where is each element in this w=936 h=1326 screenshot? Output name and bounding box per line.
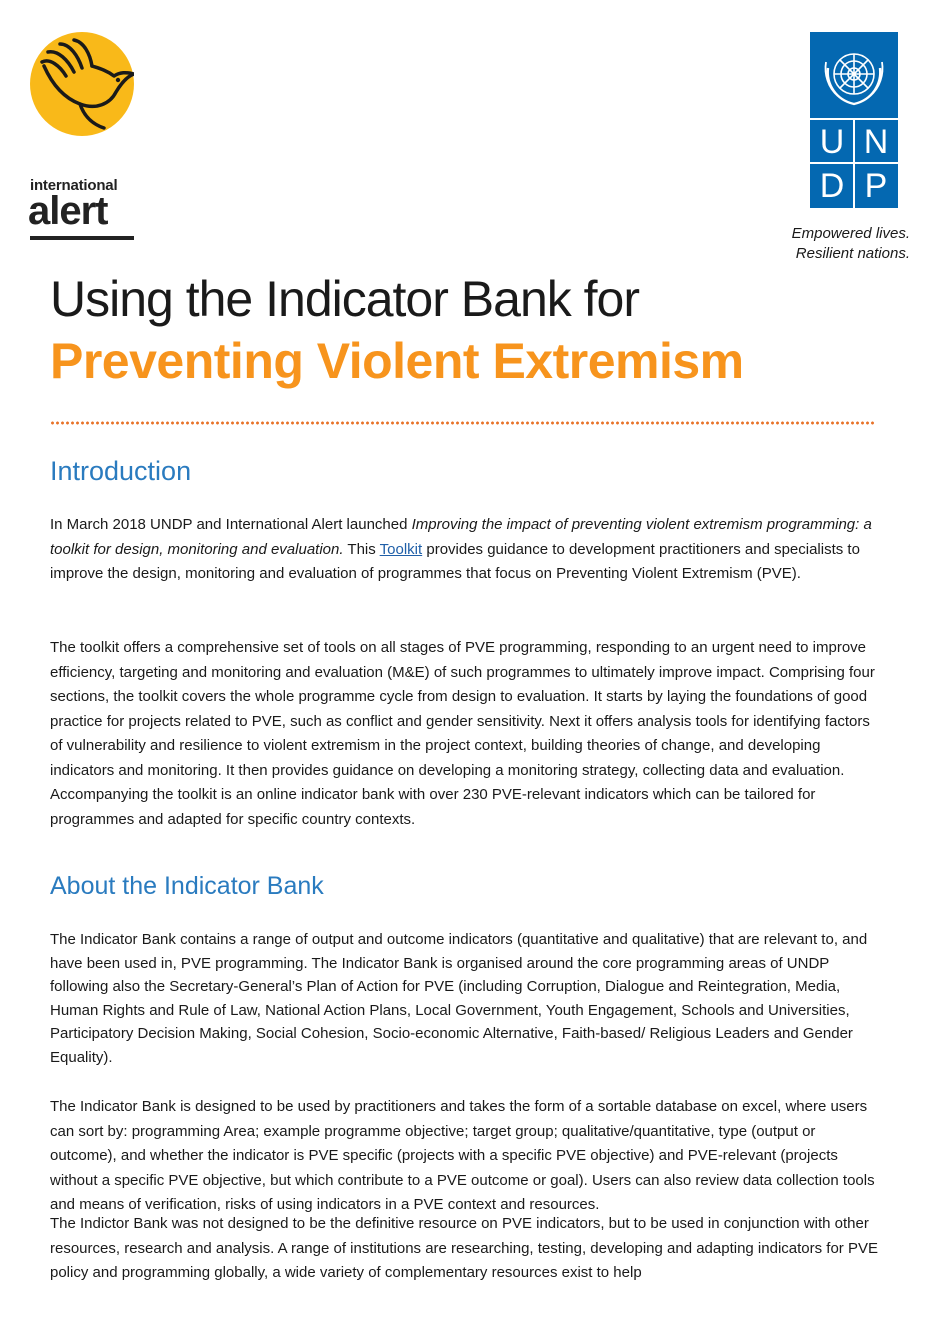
undp-letter-d: D xyxy=(819,167,845,205)
un-emblem-icon xyxy=(816,38,892,114)
undp-tagline xyxy=(792,224,910,264)
about-paragraph-3: The Indictor Bank was not designed to be the definitive resource on PVE indicators, but to be used in conjunction with other resources, research and analysis. A range of institutions are researching, testing, developing and adapting indicators for PVE policy and programming globally, a wide variety of complementary resources exist to help xyxy=(50,1215,878,1281)
logo-text-international: international xyxy=(30,177,118,194)
intro-paragraph-1 xyxy=(50,513,880,587)
intro-p1-text-c: provides guidance to development practitioners and specialists to improve the design, monitoring and evaluation of programmes that focus on Preventing Violent Extremism (PVE). xyxy=(50,540,860,582)
undp-letter-u: U xyxy=(819,123,845,161)
logo-underline xyxy=(30,236,134,240)
toolkit-link[interactable]: Toolkit xyxy=(379,540,423,558)
undp-letter-p: P xyxy=(864,167,888,205)
toolkit-title: Improving the impact of preventing violent extremism programming: a toolkit for design, monitoring and evaluation. xyxy=(50,516,872,558)
undp-letter-n: N xyxy=(863,123,889,161)
intro-p1-text-a: In March 2018 UNDP and International Alert launched xyxy=(50,516,412,533)
about-paragraph-1: The Indicator Bank contains a range of output and outcome indicators (quantitative and qualitative) that are relevant to, and have been used in, PVE programming. The Indicator Bank is organised around the core programming areas of UNDP following also the Secretary-General’s Plan of Action for PVE (including Corruption, Dialogue and Reintegration, Media, Human Rights and Rule of Law, National Action Plans, Local Government, Youth Engagement, Schools and Universities, Participatory Decision Making, Social Cohesion, Socio-economic Alternative, Faith-based/ Religious Leaders and Gender Equality). xyxy=(50,931,868,1066)
section-heading-introduction: Introduction xyxy=(50,456,192,486)
dotted-divider xyxy=(50,421,874,425)
intro-p1-text-b: This xyxy=(343,540,380,558)
logo-text-alert: alert xyxy=(28,189,108,233)
intro-paragraph-2: The toolkit offers a comprehensive set of tools on all stages of PVE programming, responding to an urgent need to improve efficiency, targeting and monitoring and evaluation (M&E) of such programmes to ultimately improve impact. Comprising four sections, the toolkit covers the whole programme cycle from design to evaluation. It starts by laying the foundations of good practice for projects related to PVE, such as conflict and gender sensitivity. Next it offers analysis tools for identifying factors of vulnerability and resilience to violent extremism in the project context, building theories of change, and developing indicators and monitoring. It then provides guidance on developing a monitoring strategy, collecting data and evaluation. Accompanying the toolkit is an online indicator bank with over 230 PVE-relevant indicators which can be tailored for programmes and adapted for specific country contexts. xyxy=(50,639,875,828)
section-heading-about: About the Indicator Bank xyxy=(50,872,324,900)
tagline-line-1: Empowered lives. xyxy=(791,225,910,242)
dove-hand-icon xyxy=(30,32,134,136)
tagline-line-2: Resilient nations. xyxy=(795,245,910,262)
undp-logo xyxy=(810,32,898,208)
about-paragraph-2: The Indicator Bank is designed to be used by practitioners and takes the form of a sortable database on excel, where users can sort by: programming Area; example programme objective; target group; qualitative/quantitative, type (output or outcome), and whether the indicator is PVE specific (projects with a specific PVE objective) and PVE-relevant (projects without a specific PVE objective, but which contribute to a PVE outcome or goal). Users can also review data collection tools and means of verification, risks of using indicators in a PVE context and resources. xyxy=(50,1098,875,1213)
international-alert-logo xyxy=(28,32,140,233)
page-title-line-1: Using the Indicator Bank for xyxy=(50,271,639,327)
page-title-line-2: Preventing Violent Extremism xyxy=(50,333,744,389)
